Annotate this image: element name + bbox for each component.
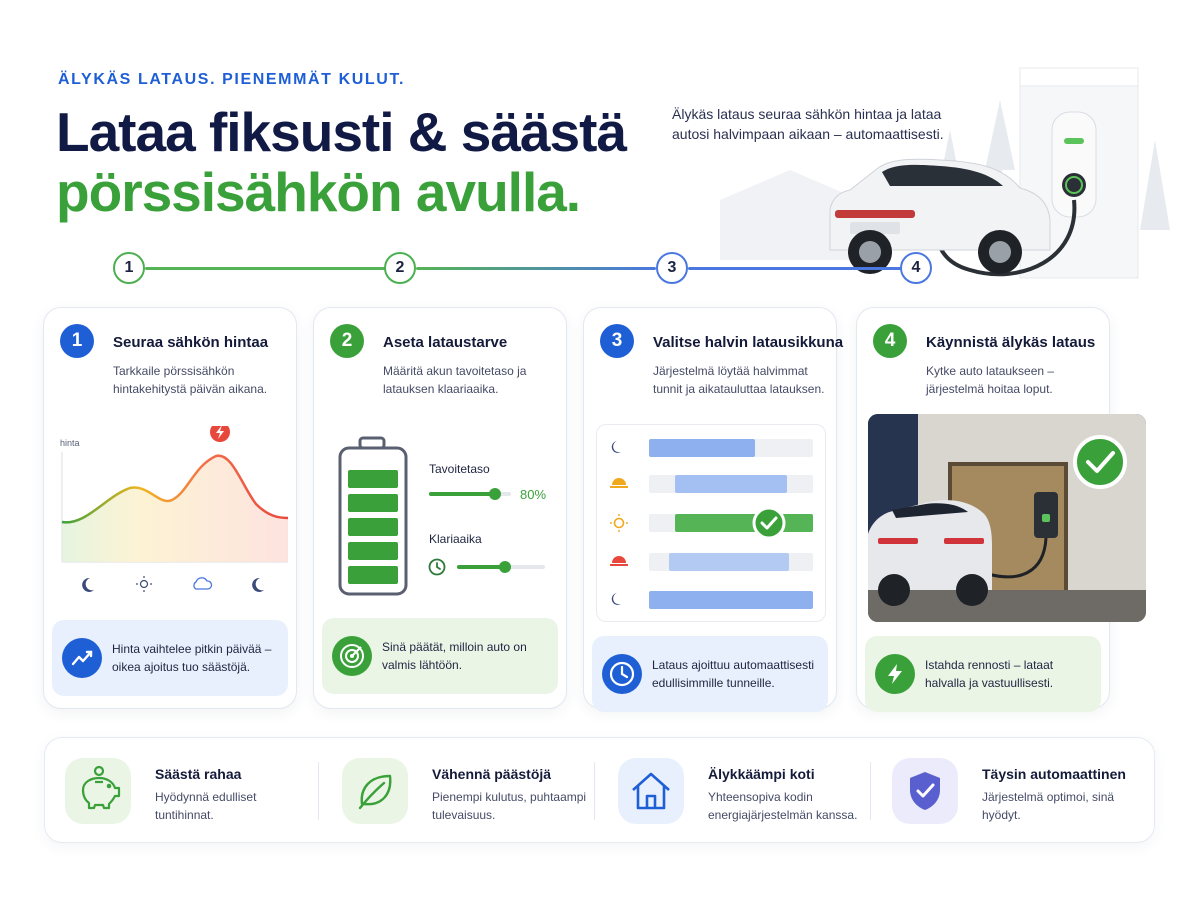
battery-icon [334, 436, 414, 598]
ready-time-slider[interactable] [457, 565, 545, 569]
benefit-smart-home [598, 738, 874, 844]
card-title: Aseta lataustarve [383, 334, 508, 351]
target-level-label: Tavoitetaso [429, 462, 490, 476]
sunrise-icon [610, 478, 628, 488]
benefit-reduce-emissions [322, 738, 598, 844]
eyebrow-tagline: ÄLYKÄS LATAUS. PIENEMMÄT KULUT. [58, 71, 406, 88]
charging-window-schedule [596, 424, 826, 622]
sunset-icon [610, 556, 628, 566]
timeline-step-4: 4 [900, 252, 932, 284]
moon-icon [612, 441, 621, 453]
card-description: Määritä akun tavoitetaso ja latauksen klaariaaika. [383, 364, 527, 396]
slider-handle[interactable] [499, 561, 511, 573]
timeline-step-3: 3 [656, 252, 688, 284]
note-box [322, 618, 558, 694]
moon-icon [252, 578, 264, 592]
clock-icon [602, 654, 642, 694]
target-icon [332, 636, 372, 676]
note-box [592, 636, 828, 712]
benefit-description: Järjestelmä optimoi, sinä hyödyt. [982, 790, 1115, 822]
lightning-icon [875, 654, 915, 694]
note-text: Lataus ajoittuu automaattisesti edullisimmille tunneille. [652, 658, 815, 690]
card-title: Valitse halvin latausikkuna [653, 334, 844, 351]
leaf-icon [342, 758, 408, 824]
chart-axis-label: hinta [60, 438, 80, 448]
step-badge-3: 3 [600, 324, 634, 358]
slider-handle[interactable] [489, 488, 501, 500]
benefit-description: Pienempi kulutus, puhtaampi tulevaisuus. [432, 790, 587, 822]
benefit-title: Täysin automaattinen [982, 766, 1126, 782]
timeline-step-2: 2 [384, 252, 416, 284]
card-title: Seuraa sähkön hintaa [113, 334, 269, 351]
moon-icon [612, 593, 621, 605]
step-badge-1: 1 [60, 324, 94, 358]
note-box [52, 620, 288, 696]
timeline-segment-1 [145, 267, 385, 270]
note-text: Hinta vaihtelee pitkin päivää – oikea ajoitus tuo säästöjä. [112, 642, 272, 674]
card-description: Kytke auto lataukseen – järjestelmä hoitaa loput. [926, 364, 1055, 396]
timeline-segment-3 [688, 267, 902, 270]
divider [870, 762, 871, 820]
benefits-bar [44, 737, 1155, 843]
sun-icon [610, 514, 628, 532]
card-description: Järjestelmä löytää halvimmat tunnit ja aikatauluttaa latauksen. [653, 364, 825, 396]
note-text: Sinä päätät, milloin auto on valmis lähtöön. [382, 640, 527, 672]
step-card-4 [856, 307, 1110, 709]
trend-chart-icon [62, 638, 102, 678]
timeline-step-1: 1 [113, 252, 145, 284]
slider-fill [457, 565, 505, 569]
check-icon [754, 508, 784, 538]
piggy-bank-icon [65, 758, 131, 824]
benefit-title: Älykkäämpi koti [708, 766, 815, 782]
card-description: Tarkkaile pörssisähkön hintakehitystä päivän aikana. [113, 364, 268, 396]
clock-icon [428, 558, 446, 576]
shield-check-icon [892, 758, 958, 824]
price-curve-chart [56, 426, 292, 606]
benefit-description: Yhteensopiva kodin energiajärjestelmän kanssa. [708, 790, 858, 822]
benefit-title: Säästä rahaa [155, 766, 242, 782]
step-card-1 [43, 307, 297, 709]
intro-text: Älykäs lataus seuraa sähkön hintaa ja lataa autosi halvimpaan aikaan – automaattisesti. [672, 106, 944, 142]
target-level-value: 80% [520, 487, 547, 502]
card-title: Käynnistä älykäs lataus [926, 334, 1096, 351]
moon-icon [82, 578, 94, 592]
cloud-icon [194, 578, 212, 589]
benefit-title: Vähennä päästöjä [432, 766, 552, 782]
house-icon [618, 758, 684, 824]
step-badge-4: 4 [873, 324, 907, 358]
slider-fill [429, 492, 495, 496]
divider [318, 762, 319, 820]
step-badge-2: 2 [330, 324, 364, 358]
benefit-save-money [45, 738, 321, 844]
headline-line-1: Lataa fiksusti & säästä [56, 101, 627, 163]
charging-car-photo [868, 414, 1146, 624]
headline-line-2: pörssisähkön avulla. [56, 161, 581, 223]
target-level-slider[interactable] [429, 492, 511, 496]
check-icon [1075, 437, 1125, 487]
sun-icon [136, 576, 152, 592]
ready-time-label: Klariaaika [429, 532, 482, 546]
divider [594, 762, 595, 820]
note-box [865, 636, 1101, 712]
benefit-description: Hyödynnä edulliset tuntihinnat. [155, 790, 257, 822]
step-card-3 [583, 307, 844, 709]
step-card-2 [313, 307, 567, 709]
step-timeline [0, 248, 1200, 288]
benefit-fully-automatic [872, 738, 1148, 844]
note-text: Istahda rennosti – lataat halvalla ja vastuullisesti. [925, 658, 1054, 690]
timeline-segment-2 [416, 267, 656, 270]
